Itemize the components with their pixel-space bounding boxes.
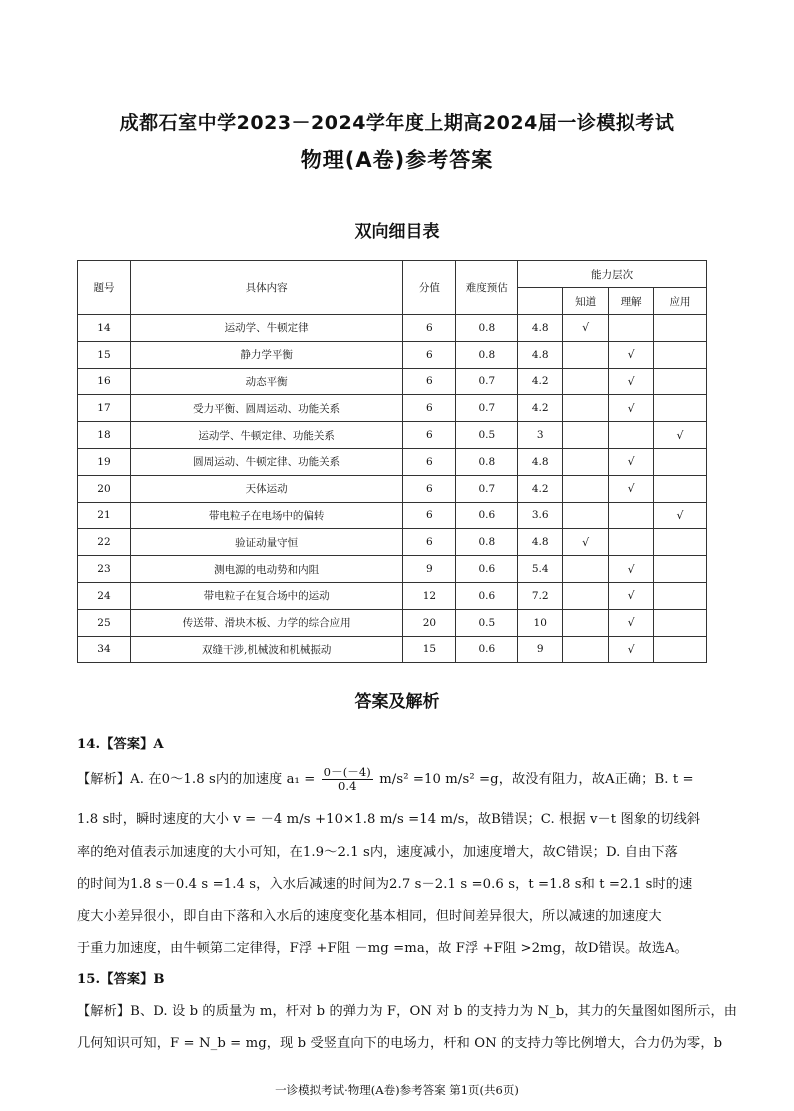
cell-question-no: 22 [78,529,131,556]
cell-score: 9 [403,556,456,583]
cell-understand: √ [609,475,654,502]
cell-estimate: 4.2 [518,475,563,502]
cell-question-no: 21 [78,502,131,529]
cell-score: 6 [403,502,456,529]
cell-apply [654,582,707,609]
cell-score: 6 [403,395,456,422]
answers-heading: 答案及解析 [354,692,440,712]
q14-line-6: 于重力加速度，由牛顿第二定律得，F浮 +F阻 －mg =ma，故 F浮 +F阻 >2mg，故D错误。故选A。 [77,941,688,956]
cell-apply [654,636,707,663]
cell-know [563,448,609,475]
cell-score: 6 [403,341,456,368]
cell-content: 带电粒子在电场中的偏转 [130,502,403,529]
cell-content: 静力学平衡 [130,341,403,368]
cell-estimate: 4.8 [518,529,563,556]
cell-estimate: 4.2 [518,395,563,422]
cell-apply [654,368,707,395]
cell-content: 圆周运动、牛顿定律、功能关系 [130,448,403,475]
header-content: 具体内容 [130,261,403,315]
q14-l1-pre: 【解析】A. 在0～1.8 s内的加速度 a₁ = [77,772,316,787]
cell-estimate: 10 [518,609,563,636]
cell-understand [609,529,654,556]
header-know: 知道 [563,288,609,315]
cell-know [563,556,609,583]
cell-question-no: 24 [78,582,131,609]
table-row [78,395,707,422]
cell-understand: √ [609,395,654,422]
table-row [78,368,707,395]
cell-question-no: 17 [78,395,131,422]
cell-apply [654,395,707,422]
table-row [78,422,707,449]
q14-line-4: 的时间为1.8 s－0.4 s =1.4 s，入水后减速的时间为2.7 s－2.1 s =0.6 s，t =1.8 s和 t =2.1 s时的速 [77,877,693,892]
cell-understand [609,422,654,449]
cell-understand: √ [609,448,654,475]
cell-score: 6 [403,422,456,449]
cell-apply [654,341,707,368]
cell-content: 带电粒子在复合场中的运动 [130,582,403,609]
cell-know: √ [563,315,609,342]
cell-score: 6 [403,315,456,342]
table-row [78,502,707,529]
table-row [78,315,707,342]
cell-know [563,368,609,395]
cell-difficulty: 0.5 [456,422,518,449]
cell-apply: √ [654,422,707,449]
cell-score: 6 [403,368,456,395]
table-row [78,582,707,609]
cell-difficulty: 0.8 [456,341,518,368]
page-footer: 一诊模拟考试·物理(A卷)参考答案 第1页(共6页) [275,1083,519,1097]
table-row [78,341,707,368]
cell-question-no: 20 [78,475,131,502]
q15-line-2: 几何知识可知，F = N_b = mg，现 b 受竖直向下的电场力，杆和 ON 的支持力等比例增大，合力仍为零，b [77,1036,723,1051]
cell-score: 6 [403,448,456,475]
header-blank [518,288,563,315]
q14-line-1 [77,766,717,793]
cell-content: 受力平衡、圆周运动、功能关系 [130,395,403,422]
header-ability-level: 能力层次 [518,261,707,288]
cell-apply [654,315,707,342]
cell-apply [654,609,707,636]
header-apply: 应用 [654,288,707,315]
cell-difficulty: 0.7 [456,475,518,502]
cell-difficulty: 0.5 [456,609,518,636]
cell-content: 动态平衡 [130,368,403,395]
cell-question-no: 23 [78,556,131,583]
cell-score: 6 [403,475,456,502]
cell-know [563,395,609,422]
cell-question-no: 16 [78,368,131,395]
cell-difficulty: 0.8 [456,529,518,556]
cell-estimate: 4.2 [518,368,563,395]
table-row [78,448,707,475]
table-row [78,529,707,556]
table-row [78,475,707,502]
cell-score: 20 [403,609,456,636]
table-row [78,556,707,583]
cell-difficulty: 0.6 [456,502,518,529]
exam-title: 成都石室中学2023－2024学年度上期高2024届一诊模拟考试 [119,112,675,134]
cell-understand: √ [609,636,654,663]
cell-score: 15 [403,636,456,663]
cell-difficulty: 0.7 [456,395,518,422]
q15-answer-head: 15.【答案】B [77,972,165,987]
cell-know [563,475,609,502]
table-body [78,315,707,663]
cell-difficulty: 0.6 [456,556,518,583]
cell-difficulty: 0.7 [456,368,518,395]
cell-estimate: 5.4 [518,556,563,583]
cell-understand [609,315,654,342]
cell-understand: √ [609,556,654,583]
cell-understand [609,502,654,529]
cell-question-no: 19 [78,448,131,475]
q14-answer-head: 14.【答案】A [77,737,164,752]
cell-content: 天体运动 [130,475,403,502]
cell-know [563,422,609,449]
cell-question-no: 25 [78,609,131,636]
exam-subtitle: 物理(A卷)参考答案 [300,148,494,172]
header-difficulty: 难度预估 [456,261,518,315]
cell-understand: √ [609,582,654,609]
cell-estimate: 4.8 [518,341,563,368]
cell-estimate: 3 [518,422,563,449]
cell-question-no: 34 [78,636,131,663]
cell-know: √ [563,529,609,556]
cell-know [563,582,609,609]
cell-question-no: 14 [78,315,131,342]
q14-l1-post: m/s² =10 m/s² =g，故没有阻力，故A正确；B. t = [379,772,694,787]
cell-estimate: 4.8 [518,315,563,342]
cell-difficulty: 0.6 [456,582,518,609]
cell-question-no: 15 [78,341,131,368]
header-score: 分值 [403,261,456,315]
cell-apply: √ [654,502,707,529]
cell-apply [654,448,707,475]
cell-difficulty: 0.8 [456,448,518,475]
acceleration-fraction [322,766,373,793]
cell-know [563,341,609,368]
cell-apply [654,529,707,556]
fraction-numerator: 0－(－4) [323,765,371,779]
table-row [78,636,707,663]
cell-estimate: 9 [518,636,563,663]
header-question-no: 题号 [78,261,131,315]
cell-estimate: 4.8 [518,448,563,475]
cell-question-no: 18 [78,422,131,449]
cell-apply [654,556,707,583]
cell-content: 运动学、牛顿定律、功能关系 [130,422,403,449]
cell-apply [654,475,707,502]
cell-score: 6 [403,529,456,556]
q14-line-5: 度大小差异很小，即自由下落和入水后的速度变化基本相同，但时间差异很大，所以减速的加速度大 [77,909,662,924]
q14-line-2: 1.8 s时，瞬时速度的大小 v = －4 m/s +10×1.8 m/s =14 m/s，故B错误；C. 根据 v－t 图象的切线斜 [77,812,701,827]
table-heading: 双向细目表 [354,222,440,242]
cell-understand: √ [609,341,654,368]
cell-content: 双缝干涉,机械波和机械振动 [130,636,403,663]
fraction-denominator: 0.4 [337,779,357,793]
cell-know [563,502,609,529]
cell-estimate: 7.2 [518,582,563,609]
cell-know [563,609,609,636]
cell-know [563,636,609,663]
cell-content: 验证动量守恒 [130,529,403,556]
cell-estimate: 3.6 [518,502,563,529]
cell-content: 传送带、滑块木板、力学的综合应用 [130,609,403,636]
cell-content: 测电源的电动势和内阻 [130,556,403,583]
cell-score: 12 [403,582,456,609]
cell-difficulty: 0.6 [456,636,518,663]
cell-understand: √ [609,368,654,395]
specification-table [77,260,707,663]
q14-line-3: 率的绝对值表示加速度的大小可知，在1.9～2.1 s内，速度减小，加速度增大，故C错误；D. 自由下落 [77,845,678,860]
cell-difficulty: 0.8 [456,315,518,342]
cell-understand: √ [609,609,654,636]
table-row [78,609,707,636]
q15-line-1: 【解析】B、D. 设 b 的质量为 m，杆对 b 的弹力为 F，ON 对 b 的支持力为 N_b，其力的矢量图如图所示，由 [77,1004,738,1019]
header-understand: 理解 [609,288,654,315]
cell-content: 运动学、牛顿定律 [130,315,403,342]
